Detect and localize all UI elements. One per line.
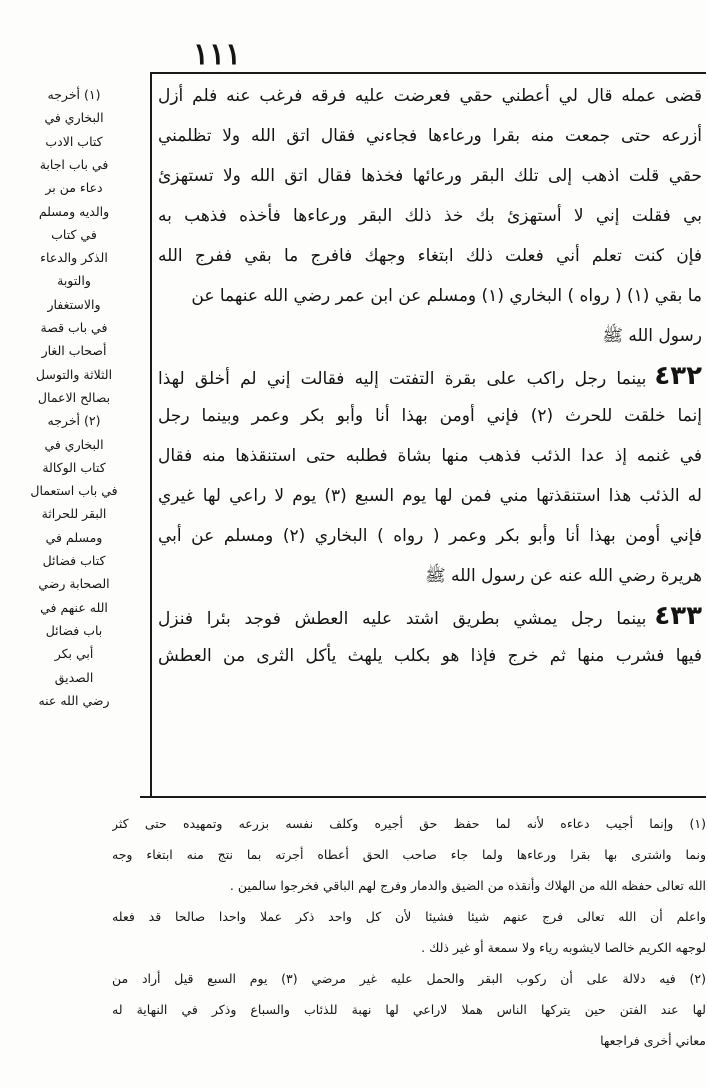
column-divider [150, 74, 152, 796]
footnote-line: لها عند الفتن حين يتركها الناس هملا لاراعي لها نهبة للذئاب والسباع وذكر في النهاية له [112, 1002, 706, 1017]
margin-note-line: الذكر والدعاء [40, 250, 108, 266]
text-line-content: أزرعه حتى جمعت منه بقرا ورعاءها فجاءني فقال اتق الله ولا تظلمني [158, 126, 702, 146]
text-line-content: في غنمه إذ عدا الذئب فذهب منها بشاة فطلبه حتى استنقذها منه فقال [158, 446, 702, 466]
margin-note-line: ومسلم في [45, 529, 103, 545]
text-line-content: بي فقلت إني لا أستهزئ بك خذ ذلك البقر ورعاءها فأخذه فذهب به [158, 206, 702, 226]
hadith-number: ٤٣٣ [654, 601, 702, 631]
footnote-line: واعلم أن الله تعالى فرج عنهم شيئا فشيئا لأن كل واحد ذكر عملا واحدا صالحا قد فعله [112, 909, 706, 924]
footnote-line: الله تعالى حفظه الله من الهلاك وأنقذه من الضيق والدمار وفرج لهم الباقي فخرجوا سالمين . [229, 878, 706, 893]
text-line-content: بينما رجل راكب على بقرة التفتت إليه فقالت إني لم أخلق لهذا [158, 369, 647, 389]
margin-note-line: والتوبة [57, 273, 91, 289]
text-line [158, 238, 702, 274]
text-line [158, 518, 702, 554]
footnote-line: لوجهه الكريم خالصا لايشوبه رياء ولا سمعة أو غير ذلك . [421, 940, 706, 955]
text-line-content: حقي قلت اذهب إلى تلك البقر ورعائها فخذها فقال اتق الله ولا تستهزئ [158, 166, 702, 186]
margin-note-line: البخاري في [44, 110, 104, 126]
margin-note-line: في باب اجابة [39, 156, 109, 172]
text-line-content: ما بقي (١) ( رواه ) البخاري (١) ومسلم عن ابن عمر رضي الله عنهما عن [191, 286, 702, 306]
footnote-line: (١) وإنما أجيب دعاءه لأنه لما حفظ حق أجيره وكلف نفسه بزرعه وتمهيده حتى كثر [112, 816, 706, 831]
margin-note-line: دعاء من بر [45, 180, 103, 196]
page-number: ١١١ [192, 37, 242, 72]
text-line [158, 438, 702, 474]
footnote-line: ونما واشترى بها بقرا ورعاءها ولما جاء صاحب الحق أعطاه أجرته بما نتج منه ابتغاء وجه [112, 847, 706, 862]
margin-note-line: والاستغفار [47, 296, 101, 312]
hadith-number: ٤٣٢ [654, 361, 702, 391]
text-line [158, 198, 702, 234]
margin-note-line: كتاب الادب [45, 133, 103, 149]
margin-note-line: (٢) أخرجه [47, 413, 101, 429]
margin-note-line: كتاب فضائل [42, 553, 106, 568]
footnote-line: (٢) فيه دلالة على أن ركوب البقر والحمل عليه غير مرضي (٣) يوم السبع قيل أراد من [112, 971, 706, 986]
margin-note-line: الصحابة رضي [38, 576, 110, 592]
text-line-content: إنما خلقت للحرث (٢) فإني أومن بهذا أنا وأبو بكر وعمر وبينما رجل [158, 406, 702, 426]
margin-note-line: في باب قصة [40, 320, 108, 335]
text-line [158, 638, 702, 674]
margin-note-line: رضي الله عنه [38, 692, 110, 708]
margin-note-line: الله عنهم في [40, 599, 108, 615]
footnote-rule [140, 796, 706, 798]
text-line [158, 78, 702, 114]
margin-note-line: الصديق [54, 669, 94, 685]
text-line-content: هريرة رضي الله عنه عن رسول الله ﷺ [425, 566, 702, 586]
text-line [158, 558, 702, 594]
margin-note-line: (١) أخرجه [47, 87, 101, 102]
text-line-content: له الذئب هذا استنقذتها مني فمن لها يوم السبع (٣) يوم لا راعي لها غيري [158, 486, 702, 506]
footnote-line: معاني أخرى فراجعها [600, 1033, 706, 1048]
margin-note-line: الثلاثة والتوسل [35, 366, 113, 382]
margin-note-line: كتاب الوكالة [42, 459, 106, 475]
text-line-content: فإني أومن بهذا أنا وأبو بكر وعمر ( رواه ) البخاري (٢) ومسلم عن أبي [158, 526, 702, 546]
text-line [158, 278, 702, 314]
margin-note-line: البخاري في [44, 436, 104, 452]
text-line [158, 118, 702, 154]
text-line-content: فيها فشرب منها ثم خرج فإذا هو بكلب يلهث يأكل الثرى من العطش [158, 646, 702, 666]
text-line-content: بينما رجل يمشي بطريق اشتد عليه العطش فوجد بئرا فنزل [158, 609, 647, 629]
margin-note-line: بصالح الاعمال [37, 389, 111, 405]
text-line [158, 478, 702, 514]
margin-note-line: في باب استعمال [30, 483, 118, 499]
margin-note-line: أبي بكر [54, 646, 94, 662]
text-line-content: قضى عمله قال لي أعطني حقي فعرضت عليه فرقه فرغب عنه فلم أزل [158, 86, 702, 106]
text-line [158, 398, 702, 434]
text-line-content: رسول الله ﷺ [602, 326, 702, 346]
margin-note-line: أصحاب الغار [41, 343, 107, 359]
text-line [158, 318, 702, 354]
margin-note-line: في كتاب [51, 226, 97, 242]
margin-note-line: البقر للحراثة [41, 506, 107, 522]
text-line-content: فإن كنت تعلم أني فعلت ذلك ابتغاء وجهك فافرج ما بقي ففرج الله [158, 246, 702, 266]
margin-note-line: والديه ومسلم [38, 203, 110, 219]
margin-note-line: باب فضائل [45, 622, 103, 638]
text-line [158, 358, 702, 394]
header-rule [150, 72, 706, 74]
text-line [158, 598, 702, 634]
text-line [158, 158, 702, 194]
